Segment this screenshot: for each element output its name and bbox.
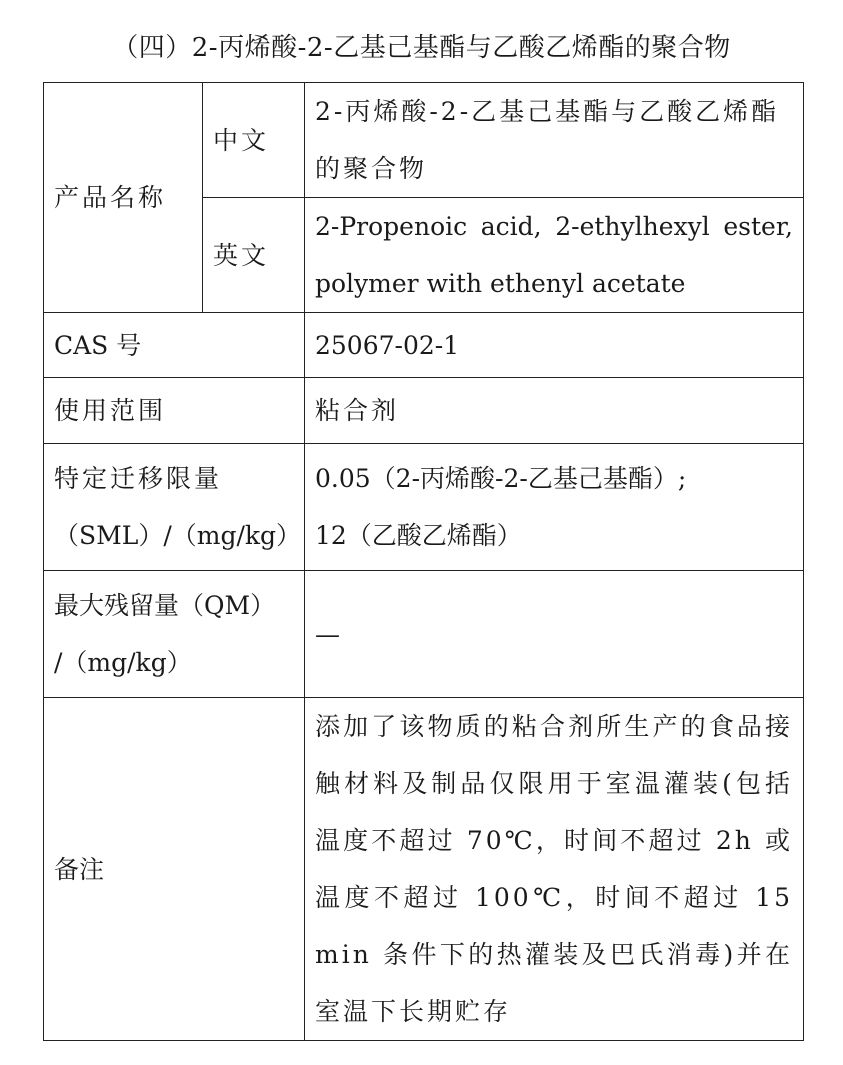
table-row-sml [44, 444, 804, 571]
qm-label [44, 571, 305, 698]
usage-label: 使用范围 [44, 378, 305, 444]
chinese-name-value: 2-丙烯酸-2-乙基己基酯与乙酸乙烯酯的聚合物 [305, 83, 804, 198]
table-row-cas [44, 313, 804, 378]
sml-value-line2: 12（乙酸乙烯酯） [315, 521, 522, 550]
qm-label-line2: /（mg/kg） [54, 648, 192, 677]
english-name-value: 2-Propenoic acid, 2-ethylhexyl ester, polymer with ethenyl acetate [305, 198, 804, 313]
notes-value: 添加了该物质的粘合剂所生产的食品接触材料及制品仅限用于室温灌装(包括温度不超过 70℃，时间不超过 2h 或温度不超过 100℃，时间不超过 15min 条件下的热灌装及巴氏消毒)并在室温下长期贮存 [305, 698, 804, 1041]
sml-value [305, 444, 804, 571]
cas-label: CAS 号 [44, 313, 305, 378]
spec-table [43, 82, 804, 1041]
english-label: 英文 [203, 198, 305, 313]
table-row-notes [44, 698, 804, 1041]
product-name-label: 产品名称 [44, 83, 203, 313]
notes-label: 备注 [44, 698, 305, 1041]
sml-label-line2: （SML）/（mg/kg） [54, 521, 302, 550]
table-row-chinese-name [44, 83, 804, 198]
document-title: （四）2-丙烯酸-2-乙基己基酯与乙酸乙烯酯的聚合物 [112, 33, 731, 63]
table-row-qm [44, 571, 804, 698]
usage-value: 粘合剂 [305, 378, 804, 444]
qm-value: — [305, 571, 804, 698]
cas-value: 25067-02-1 [305, 313, 804, 378]
qm-label-line1: 最大残留量（QM） [54, 591, 276, 620]
table-row-usage [44, 378, 804, 444]
chinese-label: 中文 [203, 83, 305, 198]
sml-label [44, 444, 305, 571]
sml-label-line1: 特定迁移限量 [54, 464, 223, 493]
sml-value-line1: 0.05（2-丙烯酸-2-乙基己基酯）; [315, 464, 687, 493]
